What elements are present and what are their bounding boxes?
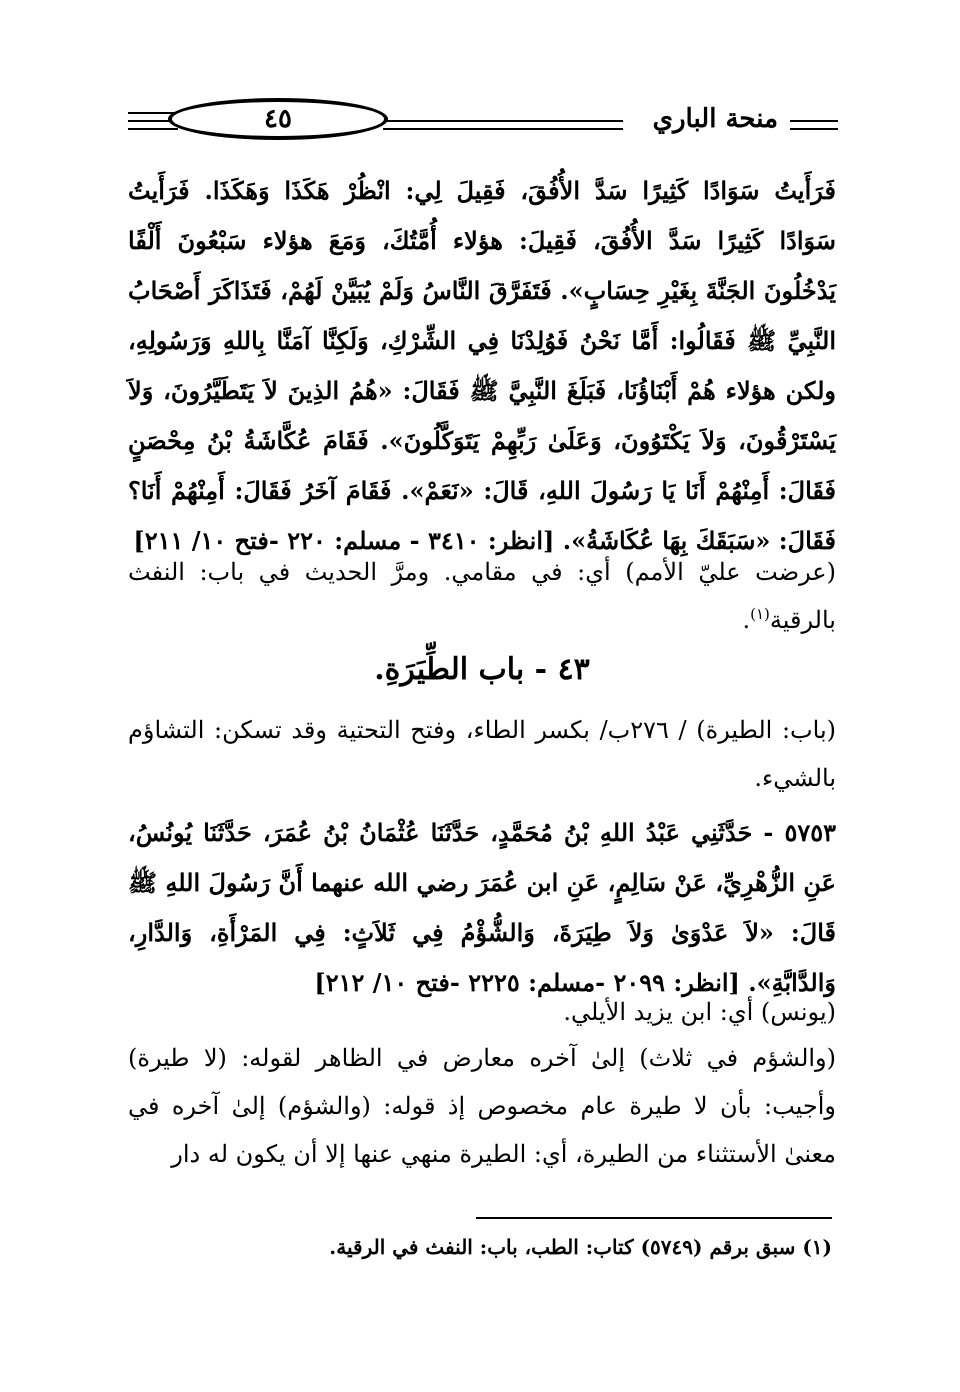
- footnote-separator: [476, 1217, 832, 1219]
- chapter-heading: ٤٣ - باب الطِّيَرَةِ.: [374, 652, 590, 687]
- page-number: ٤٥: [264, 104, 292, 134]
- commentary-1-text: (عرضت عليّ الأمم) أي: في مقامي. ومرَّ الحديث في باب: النفث بالرقية: [128, 558, 836, 634]
- running-title: منحة الباري: [652, 104, 778, 134]
- commentary-paragraph-3: (يونس) أي: ابن يزيد الأيلي.: [563, 998, 836, 1026]
- hadith-5752-text: فَرَأَيتُ سَوَادًا كَثِيرًا سَدَّ الأُفُقَ، فَقِيلَ لِي: انْظُرْ هَكَذَا وَهَكَذَا. فَرَأَيتُ سَوَادًا كَثِيرًا سَدَّ الأُفُقَ، فَقِيلَ: هؤلاء أُمَّتُكَ، وَمَعَ هؤلاء سَبْعُونَ أَلْفًا يَدْخُلُونَ الجَنَّةَ بِغَيْرِ حِسَابٍ». فَتَفَرَّقَ النَّاسُ وَلَمْ يُبَيَّنْ لَهُمْ، فَتَذَاكَرَ أَصْحَابُ النَّبِيِّ ﷺ فَقَالُوا: أَمَّا نَحْنُ فَوُلِدْنَا فِي الشِّرْكِ، وَلَكِنَّا آمَنَّا بِاللهِ وَرَسُولِهِ، ولكن هؤلاء هُمْ أَبْنَاؤُنَا، فَبَلَغَ النَّبِيَّ ﷺ فَقَالَ: «هُمُ الذِينَ لاَ يَتَطَيَّرُونَ، وَلاَ يَسْتَرْقُونَ، وَلاَ يَكْتَوُونَ، وَعَلَىٰ رَبِّهِمْ يَتَوَكَّلُونَ». فَقَامَ عُكَّاشَةُ بْنُ مِحْصَنٍ فَقَالَ: أَمِنْهُمْ أَنَا يَا رَسُولَ اللهِ، قَالَ: «نَعَمْ». فَقَامَ آخَرُ فَقَالَ: أَمِنْهُمْ أَنَا؟ فَقَالَ: «سَبَقَكَ بِهَا عُكَاشَةُ». [انظر: ٣٤١٠ - مسلم: ٢٢٠ -فتح ١٠/ ٢١١]: [128, 176, 836, 555]
- header-rule-center-top: [383, 120, 623, 122]
- hadith-5753-text: ٥٧٥٣ - حَدَّثَنِي عَبْدُ اللهِ بْنُ مُحَمَّدٍ، حَدَّثَنَا عُثْمَانُ بْنُ عُمَرَ، حَدَّثَنَا يُونُسُ، عَنِ الزُّهْرِيِّ، عَنْ سَالِمٍ، عَنِ ابن عُمَرَ رضي الله عنهما أَنَّ رَسُولَ اللهِ ﷺ قَالَ: «لاَ عَدْوَىٰ وَلاَ طِيَرَةَ، وَالشُّؤْمُ فِي ثَلاَثٍ: فِي المَرْأَةِ، وَالدَّارِ، وَالدَّابَّةِ». [انظر: ٢٠٩٩ -مسلم: ٢٢٢٥ -فتح ١٠/ ٢١٢]: [128, 818, 837, 997]
- header-rule-center-bottom: [383, 128, 623, 130]
- page-number-oval: [168, 98, 388, 140]
- page-header: [128, 92, 838, 152]
- footnote-text: (١) سبق برقم (٥٧٤٩) كتاب: الطب، باب: النفث في الرقية.: [329, 1235, 832, 1259]
- footnote-reference: (١): [750, 605, 770, 623]
- commentary-paragraph-1: [128, 548, 836, 644]
- commentary-paragraph-4: (والشؤم في ثلاث) إلىٰ آخره معارض في الظاهر لقوله: (لا طيرة) وأجيب: بأن لا طيرة عام مخصوص إذ قوله: (والشؤم) إلىٰ آخره في معنىٰ الأستثناء من الطيرة، أي: الطيرة منهي عنها إلا أن يكون له دار: [128, 1044, 836, 1168]
- header-rule-left-bottom: [128, 128, 178, 130]
- header-rule-right-bottom: [790, 128, 838, 130]
- commentary-paragraph-2: (باب: الطيرة) / ٢٧٦ب/ بكسر الطاء، وفتح التحتية وقد تسكن: التشاؤم بالشيء.: [128, 716, 836, 792]
- header-rule-right-top: [790, 120, 838, 122]
- commentary-1-end: .: [742, 606, 751, 634]
